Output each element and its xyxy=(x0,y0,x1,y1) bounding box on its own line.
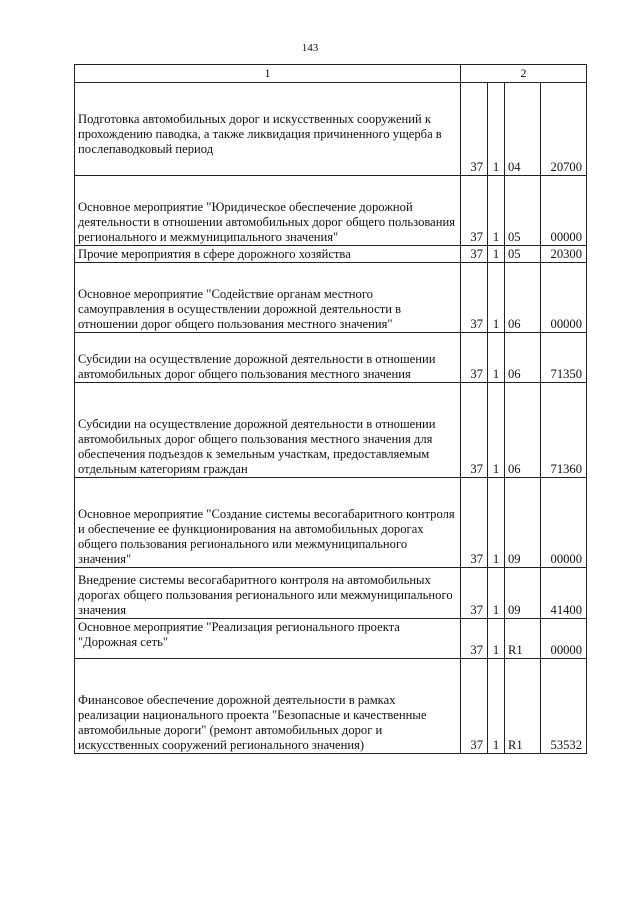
table-row xyxy=(75,246,587,263)
row-direction-code: 00000 xyxy=(541,176,587,246)
row-subprogram-code: 1 xyxy=(488,263,505,333)
row-program-code: 37 xyxy=(461,619,488,659)
row-group-code: 09 xyxy=(505,568,541,619)
table-row xyxy=(75,83,587,176)
row-direction-code: 20700 xyxy=(541,83,587,176)
row-name: Субсидии на осуществление дорожной деятельности в отношении автомобильных дорог общего пользования местного значения для обеспечения подъездов к земельным участкам, предоставляемым отдельным категориям граждан xyxy=(75,383,461,478)
row-program-code: 37 xyxy=(461,263,488,333)
row-subprogram-code: 1 xyxy=(488,83,505,176)
row-name: Подготовка автомобильных дорог и искусственных сооружений к прохождению паводка, а также ликвидация причиненного ущерба в послепаводковый период xyxy=(75,83,461,176)
budget-classification-table xyxy=(74,64,587,754)
row-group-code: 06 xyxy=(505,383,541,478)
row-name: Основное мероприятие "Создание системы весогабаритного контроля и обеспечение ее функционирования на автомобильных дорогах общего пользования регионального или межмуниципального значения" xyxy=(75,478,461,568)
row-direction-code: 00000 xyxy=(541,619,587,659)
row-name: Основное мероприятие "Юридическое обеспечение дорожной деятельности в отношении автомобильных дорог общего пользования регионального и межмуниципального значения" xyxy=(75,176,461,246)
row-group-code: 06 xyxy=(505,333,541,383)
row-program-code: 37 xyxy=(461,659,488,754)
table-row xyxy=(75,478,587,568)
table-row xyxy=(75,659,587,754)
row-direction-code: 41400 xyxy=(541,568,587,619)
row-subprogram-code: 1 xyxy=(488,478,505,568)
row-group-code: 05 xyxy=(505,176,541,246)
row-group-code: 04 xyxy=(505,83,541,176)
table-row xyxy=(75,263,587,333)
row-direction-code: 00000 xyxy=(541,263,587,333)
row-group-code: 06 xyxy=(505,263,541,333)
row-program-code: 37 xyxy=(461,246,488,263)
table-row xyxy=(75,383,587,478)
row-group-code: R1 xyxy=(505,619,541,659)
table-row xyxy=(75,176,587,246)
row-subprogram-code: 1 xyxy=(488,383,505,478)
row-name: Финансовое обеспечение дорожной деятельности в рамках реализации национального проекта "Безопасные и качественные автомобильные дороги" (ремонт автомобильных дорог и искусственных сооружений регионального значения) xyxy=(75,659,461,754)
row-subprogram-code: 1 xyxy=(488,246,505,263)
row-name: Внедрение системы весогабаритного контроля на автомобильных дорогах общего пользования регионального или межмуниципального значения xyxy=(75,568,461,619)
table-row xyxy=(75,568,587,619)
row-program-code: 37 xyxy=(461,383,488,478)
table-row xyxy=(75,333,587,383)
row-direction-code: 00000 xyxy=(541,478,587,568)
row-direction-code: 20300 xyxy=(541,246,587,263)
row-direction-code: 71360 xyxy=(541,383,587,478)
header-col-2: 2 xyxy=(461,65,587,83)
row-subprogram-code: 1 xyxy=(488,619,505,659)
row-subprogram-code: 1 xyxy=(488,333,505,383)
row-subprogram-code: 1 xyxy=(488,176,505,246)
row-group-code: R1 xyxy=(505,659,541,754)
row-program-code: 37 xyxy=(461,478,488,568)
row-program-code: 37 xyxy=(461,176,488,246)
row-group-code: 05 xyxy=(505,246,541,263)
page-number: 143 xyxy=(301,42,319,54)
row-group-code: 09 xyxy=(505,478,541,568)
row-subprogram-code: 1 xyxy=(488,568,505,619)
row-name: Субсидии на осуществление дорожной деятельности в отношении автомобильных дорог общего пользования местного значения xyxy=(75,333,461,383)
row-name: Основное мероприятие "Содействие органам местного самоуправления в осуществлении дорожной деятельности в отношении дорог общего пользования местного значения" xyxy=(75,263,461,333)
table-header-row xyxy=(75,65,587,83)
row-name: Прочие мероприятия в сфере дорожного хозяйства xyxy=(75,246,461,263)
row-direction-code: 71350 xyxy=(541,333,587,383)
row-program-code: 37 xyxy=(461,568,488,619)
row-program-code: 37 xyxy=(461,83,488,176)
row-name: Основное мероприятие "Реализация регионального проекта "Дорожная сеть" xyxy=(75,619,461,659)
table-row xyxy=(75,619,587,659)
row-subprogram-code: 1 xyxy=(488,659,505,754)
row-direction-code: 53532 xyxy=(541,659,587,754)
row-program-code: 37 xyxy=(461,333,488,383)
header-col-1: 1 xyxy=(75,65,461,83)
